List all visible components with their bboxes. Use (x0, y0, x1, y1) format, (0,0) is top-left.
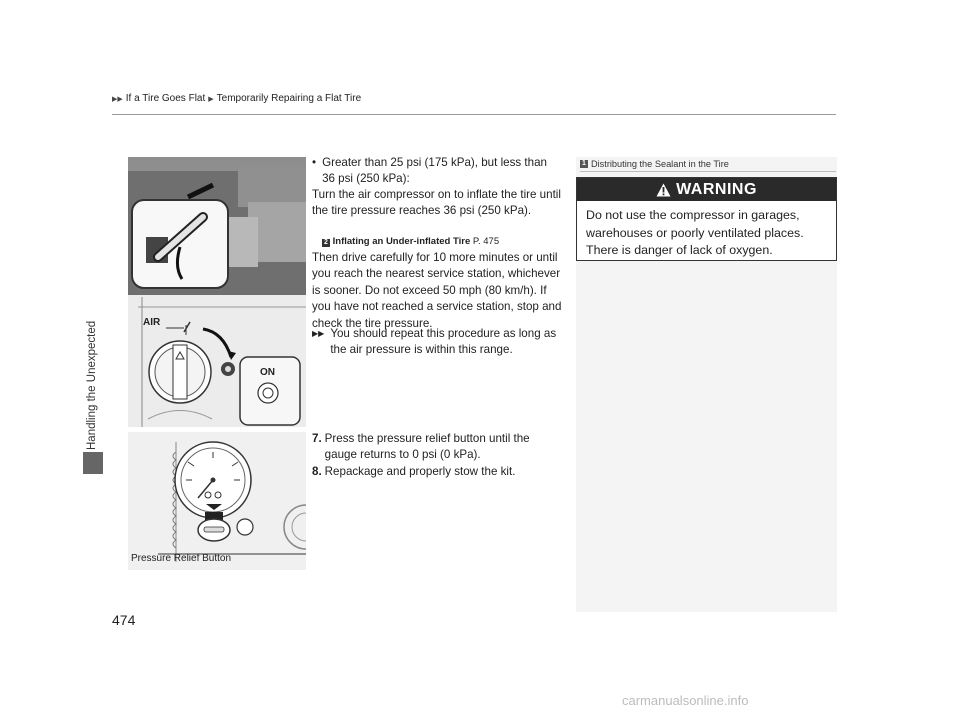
warning-text: Do not use the compressor in garages, warehouses or poorly ventilated places. There is danger of lack of oxygen. (586, 208, 804, 257)
breadcrumb-item[interactable]: If a Tire Goes Flat (125, 93, 206, 104)
note-number-badge: 1 (580, 160, 588, 168)
section-title: Handling the Unexpected (86, 320, 98, 450)
instruction-paragraph: Then drive carefully for 10 more minutes or until you reach the nearest service station, whichever is sooner. Do not exceed 50 mph (80 km/h). If you have not reached a service station, stop and check the tire pressure. (312, 251, 562, 330)
compressor-panel-illustration (128, 157, 306, 427)
double-arrow-icon: ▶▶ (312, 329, 325, 338)
step-number: 8. (312, 465, 322, 478)
section-tab-label (86, 110, 104, 450)
warning-header (577, 178, 836, 201)
warning-box (576, 177, 837, 261)
instruction-paragraph: Turn the air compressor on to inflate the tire until the tire pressure reaches 36 psi (250 kPa). (312, 188, 561, 218)
side-note-heading (580, 159, 729, 169)
header-divider (112, 114, 836, 115)
watermark: carmanualsonline.info (622, 693, 749, 708)
warning-triangle-icon (656, 183, 671, 197)
cross-reference-title[interactable]: Inflating an Under-inflated Tire (332, 236, 471, 247)
bullet-text: Greater than 25 psi (175 kPa), but less than 36 psi (250 kPa): (322, 156, 547, 186)
on-label: ON (260, 367, 275, 378)
pressure-gauge-illustration (128, 432, 306, 570)
step-text: Repackage and properly stow the kit. (324, 465, 516, 478)
air-label: AIR (143, 317, 161, 328)
step-item (312, 431, 562, 464)
cross-reference-page: P. 475 (472, 236, 500, 247)
step-item (312, 464, 562, 480)
step-number: 7. (312, 432, 322, 445)
reference-icon: 2 (322, 239, 330, 247)
side-note-title: Distributing the Sealant in the Tire (591, 159, 729, 169)
breadcrumb-item[interactable]: Temporarily Repairing a Flat Tire (216, 93, 362, 104)
double-arrow-icon: ▶▶ (112, 95, 123, 103)
bullet-icon: • (312, 156, 317, 169)
step-text: Press the pressure relief button until the gauge returns to 0 psi (0 kPa). (324, 432, 530, 462)
section-tab-marker (83, 452, 103, 474)
note-item (312, 326, 562, 359)
note-text: You should repeat this procedure as long as the air pressure is within this range. (330, 327, 557, 357)
warning-label: WARNING (676, 180, 757, 198)
page-number: 474 (112, 612, 136, 628)
arrow-icon: ▶ (208, 95, 214, 103)
bullet-item (312, 155, 562, 188)
breadcrumb (112, 93, 361, 104)
pressure-relief-button-label: Pressure Relief Button (131, 553, 232, 564)
cross-reference[interactable] (322, 236, 499, 247)
side-note-divider (580, 171, 836, 172)
